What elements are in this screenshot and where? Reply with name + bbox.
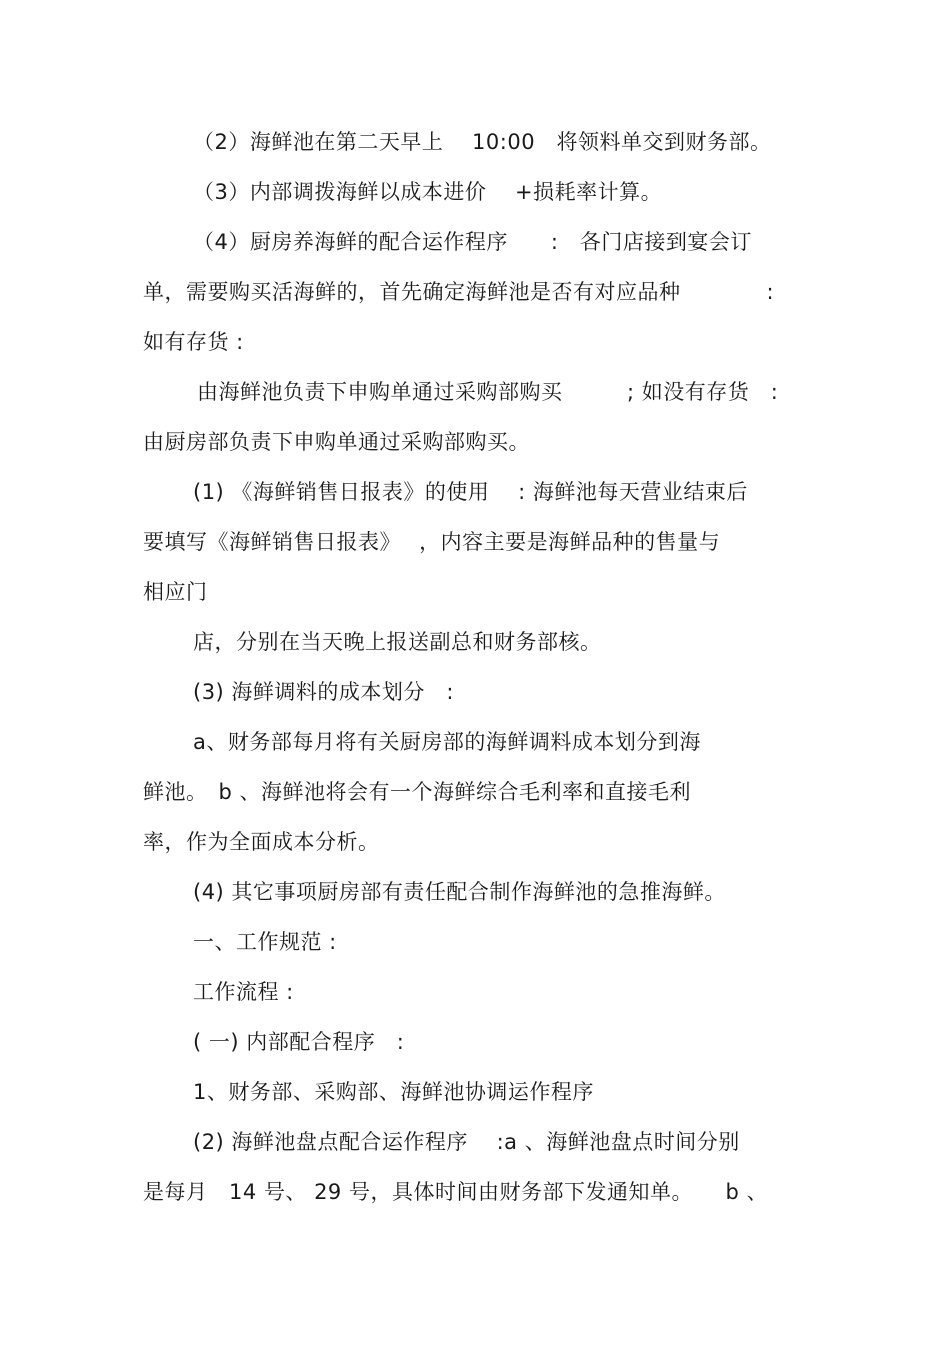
paragraph-line: (2) 海鲜池盘点配合运作程序 :a 、海鲜池盘点时间分别 bbox=[193, 1130, 740, 1154]
paragraph-line: 由厨房部负责下申购单通过采购部购买。 bbox=[143, 430, 530, 454]
paragraph-line: （3）内部调拨海鲜以成本进价 +损耗率计算。 bbox=[193, 180, 663, 204]
paragraph-line: 相应门 bbox=[143, 580, 208, 604]
paragraph-line: 要填写《海鲜销售日报表》 ，内容主要是海鲜品种的售量与 bbox=[143, 530, 721, 554]
paragraph-line: 鲜池。 b 、海鲜池将会有一个海鲜综合毛利率和直接毛利 bbox=[143, 780, 692, 804]
paragraph-line: (3) 海鲜调料的成本划分 : bbox=[193, 680, 454, 704]
paragraph-line: 是每月 14 号、 29 号，具体时间由财务部下发通知单。 b 、 bbox=[143, 1180, 768, 1204]
paragraph-line: ( 一) 内部配合程序 : bbox=[193, 1030, 405, 1054]
paragraph-line: (4) 其它事项厨房部有责任配合制作海鲜池的急推海鲜。 bbox=[193, 880, 726, 904]
paragraph-line: （2）海鲜池在第二天早上 10:00 将领料单交到财务部。 bbox=[193, 130, 772, 154]
paragraph-line: 一、工作规范 : bbox=[193, 930, 337, 954]
paragraph-line: a、财务部每月将有关厨房部的海鲜调料成本划分到海 bbox=[193, 730, 701, 754]
paragraph-line: 单，需要购买活海鲜的，首先确定海鲜池是否有对应品种 : bbox=[143, 280, 775, 304]
paragraph-line: 店，分别在当天晚上报送副总和财务部核。 bbox=[193, 630, 602, 654]
paragraph-line: 由海鲜池负责下申购单通过采购部购买 ; 如没有存货 : bbox=[197, 380, 779, 404]
paragraph-line: 率，作为全面成本分析。 bbox=[143, 830, 380, 854]
paragraph-line: (1) 《海鲜销售日报表》的使用 : 海鲜池每天营业结束后 bbox=[193, 480, 748, 504]
paragraph-line: 工作流程 : bbox=[193, 980, 294, 1004]
paragraph-line: 如有存货 : bbox=[143, 330, 244, 354]
paragraph-line: （4）厨房养海鲜的配合运作程序 : 各门店接到宴会订 bbox=[193, 230, 752, 254]
paragraph-line: 1、财务部、采购部、海鲜池协调运作程序 bbox=[193, 1080, 594, 1104]
